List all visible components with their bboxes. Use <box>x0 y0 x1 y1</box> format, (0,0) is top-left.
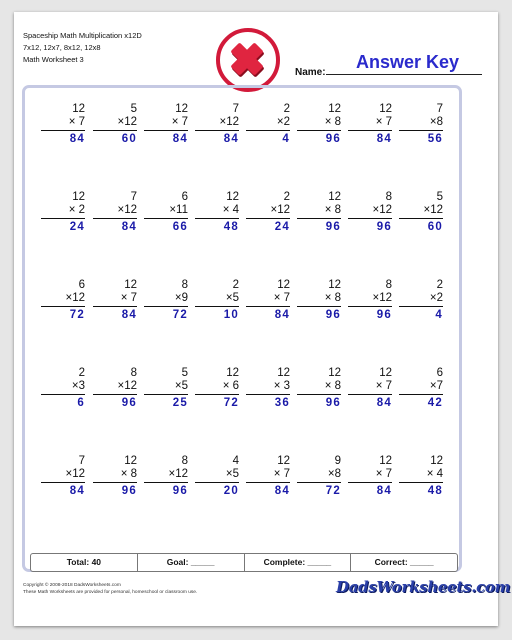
multiplicand: 12 <box>379 103 392 115</box>
answer-rule <box>246 482 290 483</box>
multiplier: ×12 <box>117 380 137 392</box>
multiplicand: 8 <box>130 367 137 379</box>
problem-grid <box>26 103 458 543</box>
multiplier: ×12 <box>65 292 85 304</box>
answer-rule <box>348 394 392 395</box>
multiplier: ×12 <box>423 204 443 216</box>
multiplier: × 7 <box>375 468 392 480</box>
answer: 60 <box>427 221 443 233</box>
answer: 42 <box>427 397 443 409</box>
answer: 96 <box>172 485 188 497</box>
problem <box>246 191 290 234</box>
multiplicand: 7 <box>78 455 85 467</box>
answer: 84 <box>376 133 392 145</box>
answer: 84 <box>274 485 290 497</box>
multiplicand: 6 <box>181 191 188 203</box>
answer: 72 <box>223 397 239 409</box>
multiplicand: 12 <box>277 279 290 291</box>
answer-rule <box>348 130 392 131</box>
problem <box>41 191 85 234</box>
multiplicand: 7 <box>130 191 137 203</box>
multiplicand: 2 <box>78 367 85 379</box>
answer-rule <box>246 130 290 131</box>
answer: 24 <box>274 221 290 233</box>
multiplicand: 12 <box>379 367 392 379</box>
answer-rule <box>195 218 239 219</box>
multiplicand: 5 <box>181 367 188 379</box>
problem <box>195 191 239 234</box>
answer: 36 <box>274 397 290 409</box>
multiplicand: 5 <box>130 103 137 115</box>
answer-rule <box>41 218 85 219</box>
problem <box>93 367 137 410</box>
problem <box>195 279 239 322</box>
multiplicand: 12 <box>124 279 137 291</box>
multiplier: ×12 <box>270 204 290 216</box>
correct-field: Correct: _____ <box>374 557 434 567</box>
multiplier: × 7 <box>375 380 392 392</box>
title-block <box>23 30 142 66</box>
answer: 96 <box>376 309 392 321</box>
answer-rule <box>246 218 290 219</box>
multiplier: × 7 <box>171 116 188 128</box>
problem <box>93 279 137 322</box>
multiplicand: 2 <box>283 191 290 203</box>
name-label: Name: <box>295 67 326 78</box>
multiplier: × 6 <box>222 380 239 392</box>
answer-rule <box>297 482 341 483</box>
answer-rule <box>399 130 443 131</box>
multiplier: ×8 <box>429 116 443 128</box>
problem <box>297 191 341 234</box>
multiplier: × 3 <box>273 380 290 392</box>
answer-rule <box>144 218 188 219</box>
answer: 84 <box>223 133 239 145</box>
copyright-line: Copyright © 2008-2018 DadsWorksheets.com <box>23 583 121 588</box>
problem <box>195 103 239 146</box>
multiplier: × 8 <box>324 116 341 128</box>
multiplicand: 12 <box>72 191 85 203</box>
multiplier: × 8 <box>324 380 341 392</box>
multiplicand: 12 <box>328 279 341 291</box>
problem <box>195 455 239 498</box>
problem <box>144 103 188 146</box>
multiplicand: 8 <box>181 455 188 467</box>
answer: 84 <box>376 485 392 497</box>
problem <box>93 103 137 146</box>
answer-key-text: Answer Key <box>355 52 460 72</box>
answer: 84 <box>172 133 188 145</box>
multiplicand: 6 <box>78 279 85 291</box>
multiplicand: 12 <box>124 455 137 467</box>
multiplicand: 8 <box>181 279 188 291</box>
usage-line: These Math Worksheets are provided for personal, homeschool or classroom use. <box>23 590 198 595</box>
multiplier: × 7 <box>273 292 290 304</box>
answer: 24 <box>69 221 85 233</box>
problem <box>93 455 137 498</box>
multiplier: ×12 <box>168 468 188 480</box>
problem <box>399 455 443 498</box>
answer-rule <box>399 306 443 307</box>
answer: 56 <box>427 133 443 145</box>
multiplier: × 4 <box>222 204 239 216</box>
problem <box>144 279 188 322</box>
multiplicand: 2 <box>436 279 443 291</box>
problem <box>297 103 341 146</box>
multiplier: × 2 <box>68 204 85 216</box>
answer-rule <box>195 130 239 131</box>
problem <box>144 367 188 410</box>
answer-rule <box>348 218 392 219</box>
complete-field: Complete: _____ <box>245 554 352 571</box>
multiplier: × 7 <box>375 116 392 128</box>
answer: 84 <box>274 309 290 321</box>
problem <box>144 191 188 234</box>
answer: 48 <box>223 221 239 233</box>
answer-rule <box>41 130 85 131</box>
problem <box>297 279 341 322</box>
multiplicand: 8 <box>385 279 392 291</box>
answer-rule <box>195 306 239 307</box>
total-count: Total: 40 <box>31 554 138 571</box>
answer-rule <box>297 306 341 307</box>
answer: 84 <box>69 133 85 145</box>
multiplier: ×5 <box>225 468 239 480</box>
answer: 84 <box>376 397 392 409</box>
multiplicand: 12 <box>430 455 443 467</box>
answer-rule <box>297 130 341 131</box>
multiplicand: 7 <box>436 103 443 115</box>
answer-rule <box>41 482 85 483</box>
multiplicand: 12 <box>328 103 341 115</box>
multiplier: × 7 <box>273 468 290 480</box>
answer-rule <box>144 130 188 131</box>
problem <box>348 455 392 498</box>
answer: 96 <box>376 221 392 233</box>
answer-rule <box>399 218 443 219</box>
problem <box>399 279 443 322</box>
answer: 96 <box>325 309 341 321</box>
problem <box>297 367 341 410</box>
answer-rule <box>348 306 392 307</box>
answer: 84 <box>121 309 137 321</box>
multiplier: ×11 <box>169 204 188 216</box>
problem-row-2 <box>26 191 458 279</box>
multiplicand: 12 <box>277 455 290 467</box>
answer: 72 <box>172 309 188 321</box>
problem <box>144 455 188 498</box>
multiplier: ×12 <box>117 204 137 216</box>
multiplicand: 2 <box>232 279 239 291</box>
answer-rule <box>144 306 188 307</box>
answer: 60 <box>121 133 137 145</box>
answer: 96 <box>121 485 137 497</box>
answer-rule <box>348 482 392 483</box>
answer: 96 <box>325 133 341 145</box>
multiplicand: 12 <box>328 191 341 203</box>
copyright-notice <box>23 582 197 596</box>
worksheet-subtitle: 7x12, 12x7, 8x12, 12x8 <box>23 43 101 52</box>
answer: 84 <box>69 485 85 497</box>
problem <box>399 103 443 146</box>
problem <box>348 367 392 410</box>
worksheet-number: Math Worksheet 3 <box>23 55 84 64</box>
problem <box>195 367 239 410</box>
answer: 96 <box>121 397 137 409</box>
multiplier: ×3 <box>71 380 85 392</box>
answer: 96 <box>325 397 341 409</box>
multiplicand: 12 <box>72 103 85 115</box>
problem-row-5 <box>26 455 458 543</box>
problem <box>246 279 290 322</box>
multiplicand: 6 <box>436 367 443 379</box>
multiplier: ×5 <box>174 380 188 392</box>
answer: 84 <box>121 221 137 233</box>
answer: 72 <box>69 309 85 321</box>
problem <box>246 103 290 146</box>
multiplier: ×9 <box>174 292 188 304</box>
answer-rule <box>41 394 85 395</box>
problem-row-4 <box>26 367 458 455</box>
answer-rule <box>246 306 290 307</box>
multiplicand: 12 <box>175 103 188 115</box>
problem <box>41 455 85 498</box>
score-footer <box>30 553 458 572</box>
multiplicand: 5 <box>436 191 443 203</box>
answer-rule <box>93 130 137 131</box>
problem <box>41 367 85 410</box>
multiplier: ×5 <box>225 292 239 304</box>
problem-row-1 <box>26 103 458 191</box>
multiplicand: 12 <box>226 191 239 203</box>
multiplier: ×12 <box>219 116 239 128</box>
multiplier: ×12 <box>117 116 137 128</box>
answer: 66 <box>172 221 188 233</box>
answer: 72 <box>325 485 341 497</box>
answer-rule <box>195 482 239 483</box>
answer: 48 <box>427 485 443 497</box>
answer-rule <box>144 394 188 395</box>
problem <box>348 191 392 234</box>
answer-rule <box>246 394 290 395</box>
multiplicand: 2 <box>283 103 290 115</box>
answer-rule <box>297 218 341 219</box>
multiplier: ×2 <box>276 116 290 128</box>
multiplier: ×7 <box>429 380 443 392</box>
answer: 20 <box>223 485 239 497</box>
problem <box>348 103 392 146</box>
problem <box>93 191 137 234</box>
answer: 4 <box>435 309 443 321</box>
answer-rule <box>93 306 137 307</box>
answer-rule <box>195 394 239 395</box>
multiplier: ×12 <box>372 204 392 216</box>
answer: 25 <box>172 397 188 409</box>
answer-rule <box>93 394 137 395</box>
problem <box>297 455 341 498</box>
answer: 96 <box>325 221 341 233</box>
answer: 4 <box>282 133 290 145</box>
multiplier: ×8 <box>327 468 341 480</box>
answer-rule <box>93 482 137 483</box>
multiplier: × 4 <box>426 468 443 480</box>
multiplier: × 8 <box>324 204 341 216</box>
multiplier: × 7 <box>120 292 137 304</box>
brand-logo: DadsWorksheets.com <box>336 578 511 596</box>
answer: 10 <box>223 309 239 321</box>
problem <box>246 367 290 410</box>
problem-row-3 <box>26 279 458 367</box>
problem <box>41 103 85 146</box>
problem <box>399 191 443 234</box>
multiplicand: 12 <box>226 367 239 379</box>
multiplicand: 12 <box>328 367 341 379</box>
multiplicand: 7 <box>232 103 239 115</box>
answer-rule <box>41 306 85 307</box>
answer-rule <box>297 394 341 395</box>
problem <box>399 367 443 410</box>
multiplier: × 8 <box>324 292 341 304</box>
problem <box>41 279 85 322</box>
answer-rule <box>399 482 443 483</box>
multiplier: ×2 <box>429 292 443 304</box>
multiplicand: 12 <box>379 455 392 467</box>
name-underline <box>326 74 482 75</box>
worksheet-title: Spaceship Math Multiplication x12D <box>23 31 142 40</box>
multiplier: ×12 <box>65 468 85 480</box>
answer: 6 <box>77 397 85 409</box>
problem <box>246 455 290 498</box>
answer-rule <box>399 394 443 395</box>
multiplicand: 4 <box>232 455 239 467</box>
multiplier: × 8 <box>120 468 137 480</box>
answer-rule <box>144 482 188 483</box>
goal-field: Goal: _____ <box>138 554 245 571</box>
answer-rule <box>93 218 137 219</box>
multiplicand: 9 <box>334 455 341 467</box>
multiplier: ×12 <box>372 292 392 304</box>
red-x-icon <box>216 28 280 92</box>
multiplicand: 12 <box>277 367 290 379</box>
problem <box>348 279 392 322</box>
multiplier: × 7 <box>68 116 85 128</box>
multiplicand: 8 <box>385 191 392 203</box>
